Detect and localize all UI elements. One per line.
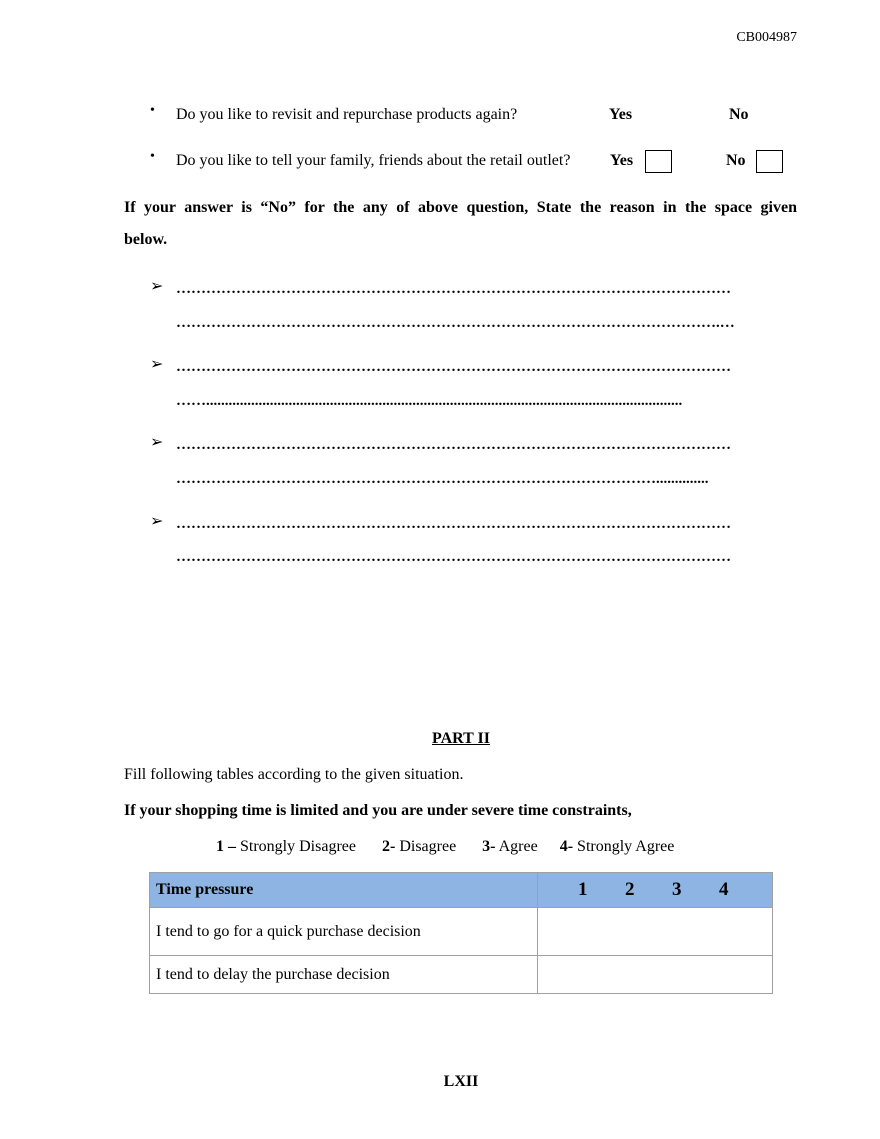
arrow-bullet-icon: ➢ — [150, 278, 164, 295]
rating-scale-legend — [216, 838, 674, 856]
no-checkbox[interactable] — [756, 150, 783, 173]
row-statement: I tend to go for a quick purchase decision — [150, 908, 538, 956]
yes-label: Yes — [610, 152, 634, 169]
yes-checkbox[interactable] — [645, 150, 672, 173]
answer-line[interactable]: ……............................................................................................................................... — [176, 393, 683, 409]
yes-label: Yes — [609, 106, 633, 123]
answer-line[interactable]: ………………………………………………………………………………………………… — [176, 549, 731, 565]
scale-label: Strongly Disagree — [240, 838, 356, 855]
rating-cell[interactable] — [538, 956, 773, 994]
scale-label: Disagree — [399, 838, 457, 855]
scale-header-2: 2 — [625, 879, 635, 900]
row-statement: I tend to delay the purchase decision — [150, 956, 538, 994]
scale-num: 2- — [381, 838, 396, 855]
bullet: • — [150, 149, 155, 164]
instruction-line: below. — [124, 231, 168, 248]
question-revisit: Do you like to revisit and repurchase products again? — [176, 106, 518, 123]
bullet: • — [150, 103, 155, 118]
answer-line[interactable]: …………………………………………………………………………………….............. — [176, 471, 709, 487]
scale-label: Strongly Agree — [577, 838, 675, 855]
question-recommend: Do you like to tell your family, friends about the retail outlet? — [176, 152, 571, 169]
answer-line[interactable]: ………………………………………………………………………………………………… — [176, 437, 731, 453]
answer-line[interactable]: ………………………………………………………………………………………………… — [176, 516, 731, 532]
rating-cell[interactable] — [538, 908, 773, 956]
scale-num: 4- — [559, 838, 574, 855]
document-id: CB004987 — [736, 30, 797, 45]
arrow-bullet-icon: ➢ — [150, 434, 164, 451]
scale-num: 3- — [482, 838, 496, 855]
arrow-bullet-icon: ➢ — [150, 513, 164, 530]
scale-label: Agree — [498, 838, 538, 855]
instruction-line: If your answer is “No” for the any of above question, State the reason in the space given — [124, 199, 797, 216]
no-label: No — [726, 152, 746, 169]
table-header-label: Time pressure — [150, 873, 538, 908]
part-intro: Fill following tables according to the given situation. — [124, 766, 464, 783]
answer-line[interactable]: ………………………………………………………………………………………………… — [176, 359, 731, 375]
scale-header-3: 3 — [672, 879, 682, 900]
table-header-row — [150, 873, 773, 908]
answer-line[interactable]: ………………………………………………………………………………………………… — [176, 281, 731, 297]
time-pressure-table — [149, 872, 773, 994]
page-number: LXII — [443, 1073, 479, 1090]
scale-header-4: 4 — [719, 879, 729, 900]
scale-num: 1 – — [216, 838, 236, 855]
table-row — [150, 956, 773, 994]
situation-text: If your shopping time is limited and you are under severe time constraints, — [124, 802, 632, 819]
table-scale-header — [538, 873, 773, 908]
answer-line[interactable]: ……………………………………………………………………………………………….… — [176, 315, 735, 331]
no-label: No — [729, 106, 749, 123]
table-row — [150, 908, 773, 956]
arrow-bullet-icon: ➢ — [150, 356, 164, 373]
part-title: PART II — [432, 730, 490, 747]
scale-header-1: 1 — [578, 879, 588, 900]
